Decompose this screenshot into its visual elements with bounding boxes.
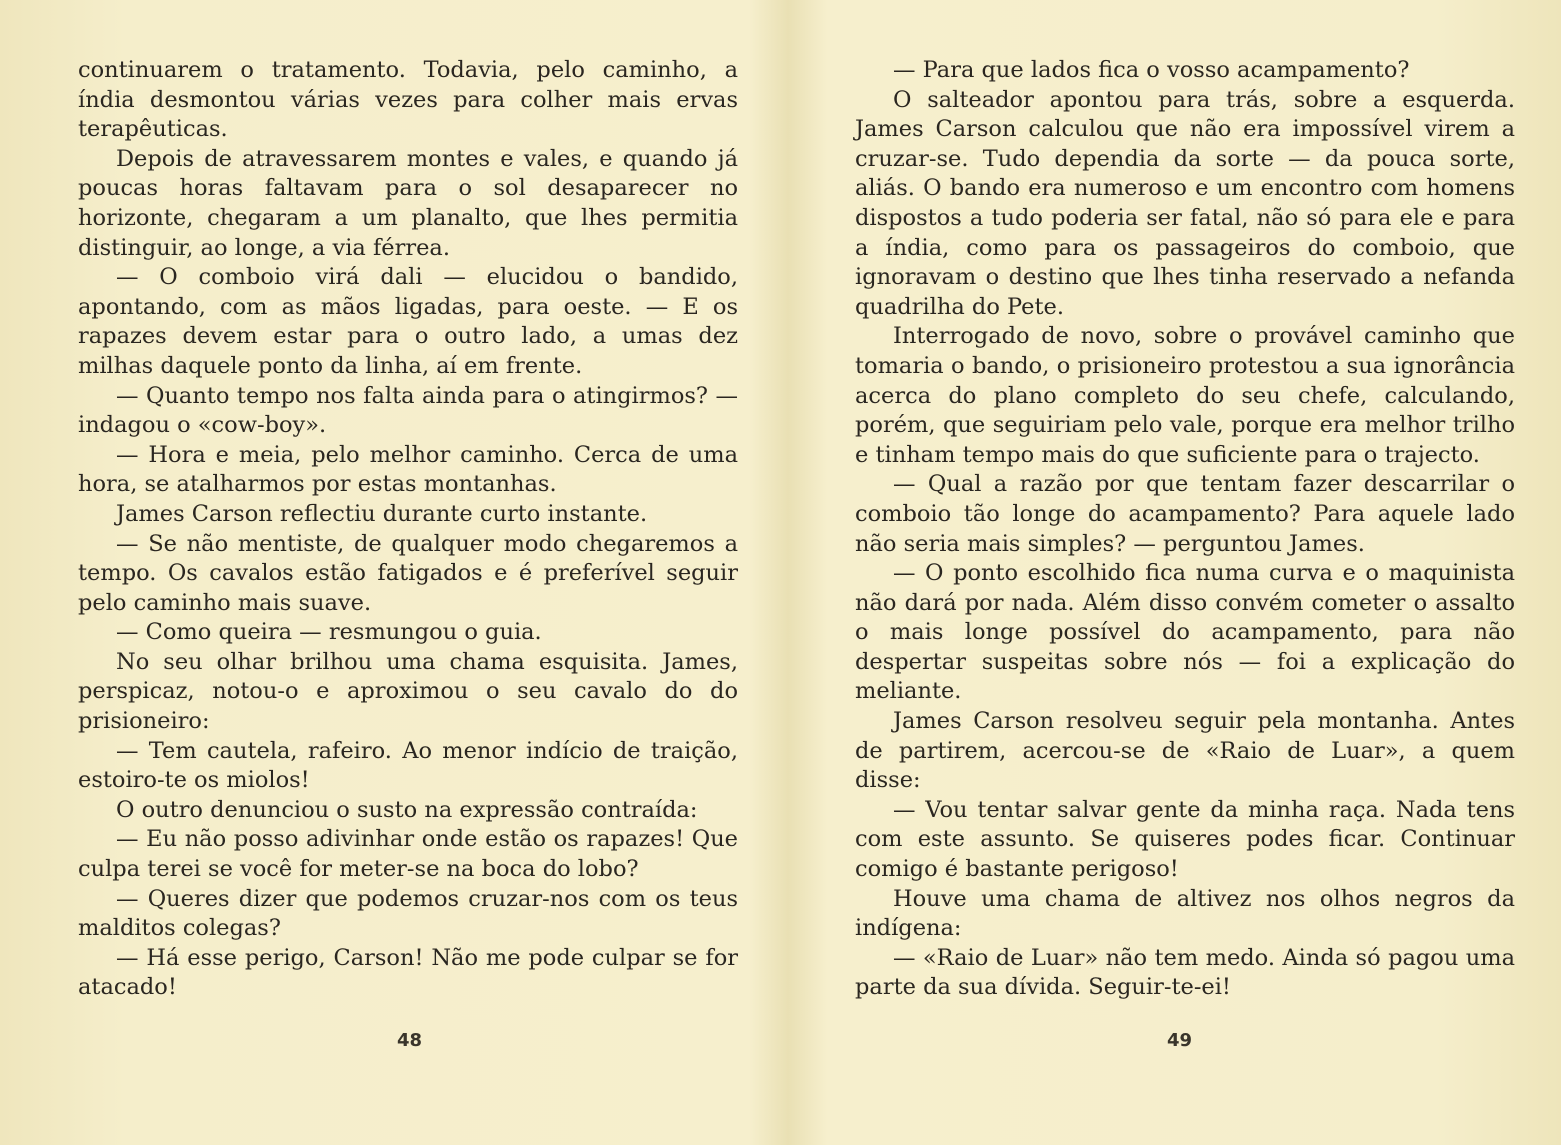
paragraph: — Vou tentar salvar gente da minha raça. Nada tens com este assunto. Se quiseres podes ficar. Continuar comigo é bastante perigoso! [855, 796, 1515, 883]
paragraph: Houve uma chama de altivez nos olhos negros da indígena: [855, 885, 1515, 942]
paragraph: — Há esse perigo, Carson! Não me pode culpar se for atacado! [78, 944, 738, 1001]
paragraph: — Qual a razão por que tentam fazer descarrilar o comboio tão longe do acampamento? Para aquele lado não seria mais simples? — perguntou James. [855, 471, 1515, 557]
paragraph: — O comboio virá dali — elucidou o bandido, apontando, com as mãos ligadas, para oeste. — E os rapazes devem estar para o outro lado, a umas dez milhas daquele ponto da linha, aí em frente. [78, 264, 738, 379]
paragraph: James Carson reflectiu durante curto instante. [116, 500, 648, 527]
paragraph: — Queres dizer que podemos cruzar-nos com os teus malditos colegas? [78, 885, 738, 942]
left-page [78, 56, 738, 1003]
paragraph: O outro denunciou o susto na expressão contraída: [116, 796, 698, 823]
paragraph: — O ponto escolhido fica numa curva e o maquinista não dará por nada. Além disso convém cometer o assalto o mais longe possível do acampamento, para não despertar suspeitas sobre nós — foi a explicação do meliante. [855, 560, 1515, 705]
paragraph: Interrogado de novo, sobre o provável caminho que tomaria o bando, o prisioneiro protestou a sua ignorância acerca do plano completo do seu chefe, calculando, porém, que seguiriam pelo vale, porque era melhor trilho e tinham tempo mais do que suficiente para o trajecto. [855, 323, 1515, 468]
paragraph: — Quanto tempo nos falta ainda para o atingirmos? — indagou o «cow-boy». [78, 382, 738, 439]
paragraph: — Tem cautela, rafeiro. Ao menor indício de traição, estoiro-te os miolos! [78, 737, 738, 794]
paragraph: — «Raio de Luar» não tem medo. Ainda só pagou uma parte da sua dívida. Seguir-te-ei! [855, 944, 1515, 1001]
paragraph: — Para que lados fica o vosso acampamento? [893, 57, 1410, 83]
paragraph: — Hora e meia, pelo melhor caminho. Cerca de uma hora, se atalharmos por estas montanhas. [78, 441, 738, 498]
paragraph: No seu olhar brilhou uma chama esquisita. James, perspicaz, notou-o e aproximou o seu cavalo do do prisioneiro: [78, 648, 738, 735]
paragraph: continuarem o tratamento. Todavia, pelo caminho, a índia desmontou várias vezes para colher mais ervas terapêuticas. [78, 57, 738, 143]
paragraph: Depois de atravessarem montes e vales, e quando já poucas horas faltavam para o sol desaparecer no horizonte, chegaram a um planalto, que lhes permitia distinguir, ao longe, a via férrea. [78, 145, 738, 261]
right-page [855, 56, 1515, 1003]
paragraph: James Carson resolveu seguir pela montanha. Antes de partirem, acercou-se de «Raio de Luar», a quem disse: [855, 708, 1515, 794]
paragraph: — Como queira — resmungou o guia. [116, 619, 542, 646]
page-number-left: 48 [397, 1030, 423, 1051]
paragraph: — Se não mentiste, de qualquer modo chegaremos a tempo. Os cavalos estão fatigados e é preferível seguir pelo caminho mais suave. [78, 530, 738, 616]
page-number-right: 49 [1167, 1030, 1193, 1051]
paragraph: O salteador apontou para trás, sobre a esquerda. James Carson calculou que não era impossível virem a cruzar-se. Tudo dependia da sorte — da pouca sorte, aliás. O bando era numeroso e um encontro com homens dispostos a tudo poderia ser fatal, não só para ele e para a índia, como para os passageiros do comboio, que ignoravam o destino que lhes tinha reservado a nefanda quadrilha do Pete. [855, 86, 1515, 320]
paragraph: — Eu não posso adivinhar onde estão os rapazes! Que culpa terei se você for meter-se na boca do lobo? [78, 826, 738, 883]
